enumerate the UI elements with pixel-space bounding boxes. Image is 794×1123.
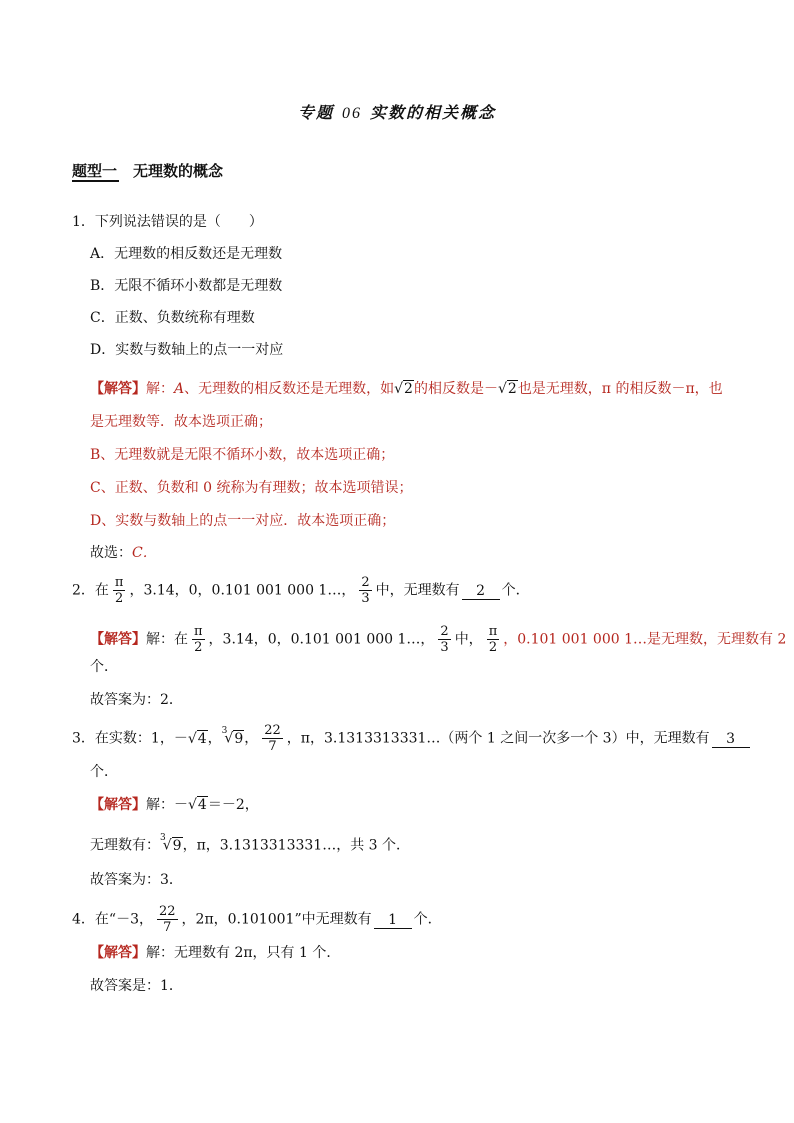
- answer-text: ＝－2，: [207, 797, 259, 813]
- answer-value: C．: [132, 545, 157, 561]
- fraction-numerator: π: [114, 575, 124, 590]
- q1-answer-line-2: 是无理数等．故本选项正确；: [90, 414, 272, 430]
- answer-text: 故选：: [90, 545, 132, 561]
- q1-option-c: C．正数、负数统称有理数: [90, 310, 255, 326]
- sqrt-symbol: √4: [188, 797, 207, 813]
- answer-text: 、无理数的相反数还是无理数，如: [184, 381, 395, 397]
- fraction-numerator: π: [194, 624, 203, 639]
- fraction-numerator: π: [488, 624, 498, 639]
- radicand: 4: [197, 730, 207, 747]
- sqrt-symbol: √2: [394, 381, 413, 397]
- radicand: 9: [172, 837, 182, 854]
- fraction: [487, 624, 500, 655]
- radicand: 2: [507, 381, 517, 397]
- q2-stem: [72, 575, 530, 606]
- q2-text: 2．在: [72, 582, 109, 599]
- fraction: [438, 624, 450, 655]
- page-title: [0, 100, 794, 123]
- q3-line-2: 个．: [90, 764, 118, 780]
- q3-final: 故答案为：3．: [90, 872, 183, 888]
- q4-text: ，2π，0.101001”中无理数有: [181, 911, 372, 928]
- answer-text: ，0.101 001 000 1…是无理数，: [503, 631, 718, 648]
- section-heading: [72, 160, 223, 181]
- fraction-denominator: 7: [163, 920, 172, 935]
- fraction: [359, 575, 371, 606]
- answer-text: 解：无理数有 2π，只有 1 个．: [146, 945, 341, 961]
- fraction-denominator: 3: [361, 591, 370, 606]
- q4-text: 个．: [413, 911, 442, 928]
- title-number: 06: [342, 105, 362, 122]
- q1-answer-d: D、实数与数轴上的点一一对应．故本选项正确；: [90, 513, 396, 529]
- fraction-denominator: 2: [488, 640, 498, 655]
- fraction: [113, 575, 126, 606]
- q2-text: ，3.14，0，0.101 001 000 1…，: [129, 582, 356, 599]
- title-prefix: 专题: [297, 103, 334, 122]
- fraction: [157, 904, 178, 935]
- fraction-denominator: 3: [440, 640, 449, 655]
- section-tag: 题型一: [72, 162, 118, 180]
- root-index: 3: [221, 725, 228, 736]
- section-title: 无理数的概念: [133, 162, 224, 180]
- answer-text: 无理数有 2: [717, 631, 787, 648]
- answer-text: 无理数有：: [90, 837, 160, 854]
- answer-blank: 1: [374, 912, 412, 929]
- answer-text: 解：在: [146, 631, 188, 648]
- radicand: 2: [404, 381, 413, 397]
- cube-root-symbol: $^3$√9: [160, 833, 182, 854]
- answer-text: 解：: [146, 381, 174, 397]
- q1-answer-b: B、无理数就是无限不循环小数，故本选项正确；: [90, 447, 395, 463]
- answer-label: 【解答】: [90, 797, 146, 813]
- q3-text: ，: [207, 730, 222, 747]
- q2-answer-line-1: [90, 624, 786, 655]
- fraction-numerator: 2: [440, 624, 449, 639]
- q1-option-a: A．无理数的相反数还是无理数: [90, 246, 283, 262]
- fraction-denominator: 2: [115, 591, 124, 606]
- q1-option-d: D．实数与数轴上的点一一对应: [90, 342, 284, 358]
- q4-text: 4．在“－3，: [72, 911, 153, 928]
- fraction-numerator: 22: [264, 723, 281, 738]
- q4-answer: [90, 943, 340, 963]
- sqrt-symbol: √4: [187, 730, 207, 747]
- q2-text: 个．: [501, 582, 530, 599]
- q3-answer-line-1: [90, 795, 259, 815]
- title-text: 实数的相关概念: [370, 103, 497, 122]
- cube-root-symbol: $^3$√9: [221, 725, 244, 747]
- answer-text: ，3.14，0，0.101 001 000 1…，: [208, 631, 435, 648]
- q1-answer-c: C、正数、负数和 0 统称为有理数；故本选项错误；: [90, 480, 413, 496]
- answer-text: 中，: [454, 631, 483, 648]
- q4-final: 故答案是：1．: [90, 978, 183, 994]
- q3-answer-line-2: [90, 832, 410, 856]
- fraction-denominator: 2: [194, 640, 203, 655]
- answer-label: 【解答】: [90, 945, 146, 961]
- fraction: [192, 624, 205, 655]
- answer-blank: 3: [712, 731, 750, 748]
- answer-blank: 2: [462, 583, 500, 600]
- answer-label: 【解答】: [90, 631, 146, 648]
- answer-text: 解：－: [146, 797, 188, 813]
- root-index: 3: [160, 833, 166, 843]
- answer-text: A: [174, 381, 185, 397]
- q2-final: 故答案为：2．: [90, 692, 183, 708]
- answer-text: 也是无理数，π 的相反数－π，也: [517, 381, 723, 397]
- radicand: 9: [234, 730, 244, 747]
- fraction-denominator: 7: [268, 739, 277, 754]
- q2-answer-line-2: 个．: [90, 659, 118, 675]
- q2-text: 中，无理数有: [375, 582, 460, 599]
- answer-text: ，π，3.1313313331…，共 3 个．: [182, 837, 411, 854]
- fraction-numerator: 22: [158, 904, 176, 919]
- q4-stem: [72, 904, 442, 935]
- sqrt-symbol: √2: [497, 381, 517, 397]
- answer-label: 【解答】: [90, 381, 146, 397]
- fraction-numerator: 2: [361, 575, 370, 590]
- q1-answer-line-1: [90, 379, 723, 399]
- q1-option-b: B．无限不循环小数都是无理数: [90, 278, 283, 294]
- q3-text: 3．在实数：1，－: [72, 730, 188, 747]
- radicand: 4: [197, 797, 207, 813]
- q3-text: ，: [244, 730, 259, 747]
- answer-text: 的相反数是－: [413, 381, 498, 397]
- q1-answer-choice: [90, 543, 157, 563]
- q3-stem: [72, 723, 752, 754]
- q1-stem: 1．下列说法错误的是（ ）: [72, 214, 263, 230]
- fraction: [262, 723, 283, 754]
- q3-text: ，π，3.1313313331…（两个 1 之间一次多一个 3）中，无理数有: [286, 730, 710, 747]
